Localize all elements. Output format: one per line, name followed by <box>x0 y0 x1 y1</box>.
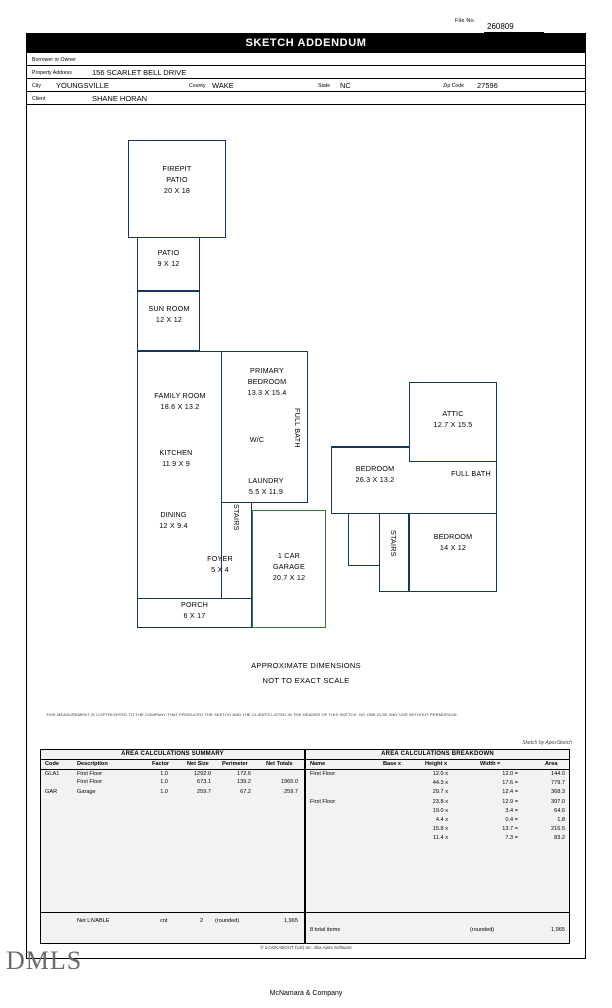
table-row: 307.0 <box>551 799 565 805</box>
table-row: 0.4 = <box>505 817 518 823</box>
table-row: 172.6 <box>237 771 251 777</box>
client-value: SHANE HORAN <box>92 94 148 103</box>
table-row: 17.6 = <box>502 780 518 786</box>
table-row: 1.8 <box>557 817 565 823</box>
table-row: 1292.0 <box>193 771 211 777</box>
table-row: 12.4 = <box>502 789 518 795</box>
label-full-bath-right: FULL BATH <box>451 469 491 478</box>
table-row: 3.4 = <box>505 808 518 814</box>
label-dining: DINING 12 X 9.4 <box>159 510 188 530</box>
table-row: 12.9 = <box>502 799 518 805</box>
label-bedroom-left: BEDROOM 26.3 X 13.2 <box>355 464 395 484</box>
label-family-room: FAMILY ROOM 18.6 X 13.2 <box>154 391 206 411</box>
breakdown-group-name: First Floor <box>310 799 336 805</box>
state-label: State <box>318 83 331 89</box>
apex-software-credit: © iLOOKABOUT (US) Inc. dba Apex Software <box>260 945 352 950</box>
table-row: 7.3 = <box>505 835 518 841</box>
county-label: County <box>189 83 206 89</box>
not-to-scale-note: NOT TO EXACT SCALE <box>262 676 350 685</box>
summary-col-perimeter: Perimeter <box>222 761 248 767</box>
table-row: 19.0 x <box>432 808 448 814</box>
breakdown-footer-rule <box>305 912 570 913</box>
label-primary-bedroom: PRIMARY BEDROOM 13.3 X 15.4 <box>247 366 287 397</box>
table-row: 12.0 = <box>502 771 518 777</box>
area-breakdown-table <box>305 749 570 944</box>
table-row: 23.8 x <box>432 799 448 805</box>
table-row: 29.7 x <box>432 789 448 795</box>
file-no-value: 260809 <box>487 22 514 31</box>
table-row: 1.0 <box>160 771 168 777</box>
city-county-state-zip-row <box>26 79 586 92</box>
approximate-dimensions-note: APPROXIMATE DIMENSIONS <box>251 661 361 670</box>
breakdown-col-height: Height x <box>425 761 448 767</box>
area-summary-title: AREA CALCULATIONS SUMMARY <box>121 751 224 757</box>
label-firepit-patio: FIREPIT PATIO 20 X 18 <box>162 164 192 195</box>
property-address-value: 156 SCARLET BELL DRIVE <box>92 68 187 77</box>
breakdown-total: 1,965 <box>551 927 565 933</box>
breakdown-group-name: First Floor <box>310 771 336 777</box>
label-full-bath-left: FULL BATH <box>293 408 302 448</box>
summary-net-livable-unit: cnt <box>160 918 168 924</box>
table-row: 368.3 <box>551 789 565 795</box>
area-breakdown-title: AREA CALCULATIONS BREAKDOWN <box>381 751 494 757</box>
breakdown-col-base: Base x <box>383 761 402 767</box>
breakdown-col-area: Area <box>545 761 558 767</box>
label-kitchen: KITCHEN 11.9 X 9 <box>159 448 193 468</box>
city-value: YOUNGSVILLE <box>56 81 109 90</box>
table-row: 4.4 x <box>435 817 448 823</box>
page-title: SKETCH ADDENDUM <box>26 33 586 53</box>
summary-col-factor: Factor <box>152 761 170 767</box>
label-bedroom-right: BEDROOM 14 X 12 <box>433 532 473 552</box>
breakdown-title-rule <box>305 759 570 760</box>
summary-col-net-size: Net Size <box>187 761 209 767</box>
city-label: City <box>32 83 41 89</box>
table-row: 259.7 <box>284 789 298 795</box>
borrower-row <box>26 53 586 66</box>
label-laundry: LAUNDRY 5.5 X 11.9 <box>248 476 284 496</box>
file-no-label: File No. <box>455 18 476 24</box>
zip-value: 27596 <box>477 81 498 90</box>
label-wic: W/C <box>249 435 265 444</box>
summary-net-livable-count: 2 <box>200 918 204 924</box>
breakdown-header-rule <box>305 769 570 770</box>
table-row: 144.0 <box>551 771 565 777</box>
summary-header-rule <box>40 769 305 770</box>
table-row: First Floor <box>77 779 103 785</box>
floor-plan-sketch <box>26 105 586 745</box>
label-foyer: FOYER 5 X 4 <box>207 554 233 574</box>
summary-title-rule <box>40 759 305 760</box>
table-row: 673.1 <box>197 779 211 785</box>
summary-col-description: Description <box>77 761 108 767</box>
label-attic: ATTIC 12.7 X 15.5 <box>433 409 473 429</box>
summary-total: 1,965 <box>284 918 298 924</box>
copyright-note: THIS MEASUREMENT IS COPYRIGHTED TO THE COMPANY THAT PRODUCED THE SKETCH AND THE CLIENTS LISTED IN THE HEADER OF THIS SKETCH. NO ONE ELSE MAY USE WITHOUT PERMISSION <box>46 712 457 717</box>
table-row: 11.4 x <box>433 835 448 841</box>
breakdown-col-width: Width = <box>480 761 501 767</box>
dmls-watermark: DMLS <box>6 946 83 975</box>
summary-net-livable-label: Net LIVABLE <box>77 918 110 924</box>
table-row: 44.3 x <box>432 780 448 786</box>
table-row: Garage <box>77 789 96 795</box>
sketch-by-note: Sketch by ApexSketch <box>522 740 572 746</box>
table-row: 216.5 <box>551 826 565 832</box>
summary-footer-rule <box>40 912 305 913</box>
borrower-label: Borrower or Owner <box>32 57 76 63</box>
label-sun-room: SUN ROOM 12 X 12 <box>148 304 190 324</box>
table-row: GLA1 <box>45 771 60 777</box>
zip-label: Zip Code <box>443 83 465 89</box>
table-row: 139.2 <box>237 779 251 785</box>
table-row: 15.8 x <box>432 826 448 832</box>
table-row: GAR <box>45 789 58 795</box>
table-row: First Floor <box>77 771 103 777</box>
shape-second-floor-band-top-left <box>331 446 409 448</box>
shape-bedroom-right <box>409 514 497 592</box>
table-row: 1.0 <box>160 779 168 785</box>
table-row: 779.7 <box>551 780 565 786</box>
property-address-label: Property Address <box>32 70 72 76</box>
table-row: 67.2 <box>240 789 251 795</box>
company-footer: McNamara & Company <box>269 990 343 997</box>
state-value: NC <box>340 81 351 90</box>
shape-second-floor-stub <box>348 514 379 566</box>
client-label: Client <box>32 96 46 102</box>
label-stairs-right: STAIRS <box>389 530 398 557</box>
summary-col-net-totals: Net Totals <box>266 761 293 767</box>
label-patio: PATIO 9 X 12 <box>157 248 180 268</box>
county-value: WAKE <box>212 81 234 90</box>
table-row: 1965.0 <box>280 779 298 785</box>
breakdown-rounded-label: (rounded) <box>470 927 495 933</box>
breakdown-col-name: Name <box>310 761 326 767</box>
breakdown-total-items: 8 total items <box>310 927 341 933</box>
summary-col-code: Code <box>45 761 59 767</box>
property-address-row <box>26 66 586 79</box>
table-row: 259.7 <box>197 789 211 795</box>
label-stairs-left: STAIRS <box>232 504 241 531</box>
table-row: 13.7 = <box>502 826 518 832</box>
label-garage: 1 CAR GARAGE 20.7 X 12 <box>272 551 306 582</box>
client-row <box>26 92 586 104</box>
table-row: 12.0 x <box>432 771 448 777</box>
table-row: 1.0 <box>160 789 168 795</box>
summary-rounded-label: (rounded) <box>215 918 240 924</box>
table-row: 83.2 <box>554 835 565 841</box>
table-row: 64.6 <box>554 808 565 814</box>
label-porch: PORCH 6 X 17 <box>181 600 208 620</box>
